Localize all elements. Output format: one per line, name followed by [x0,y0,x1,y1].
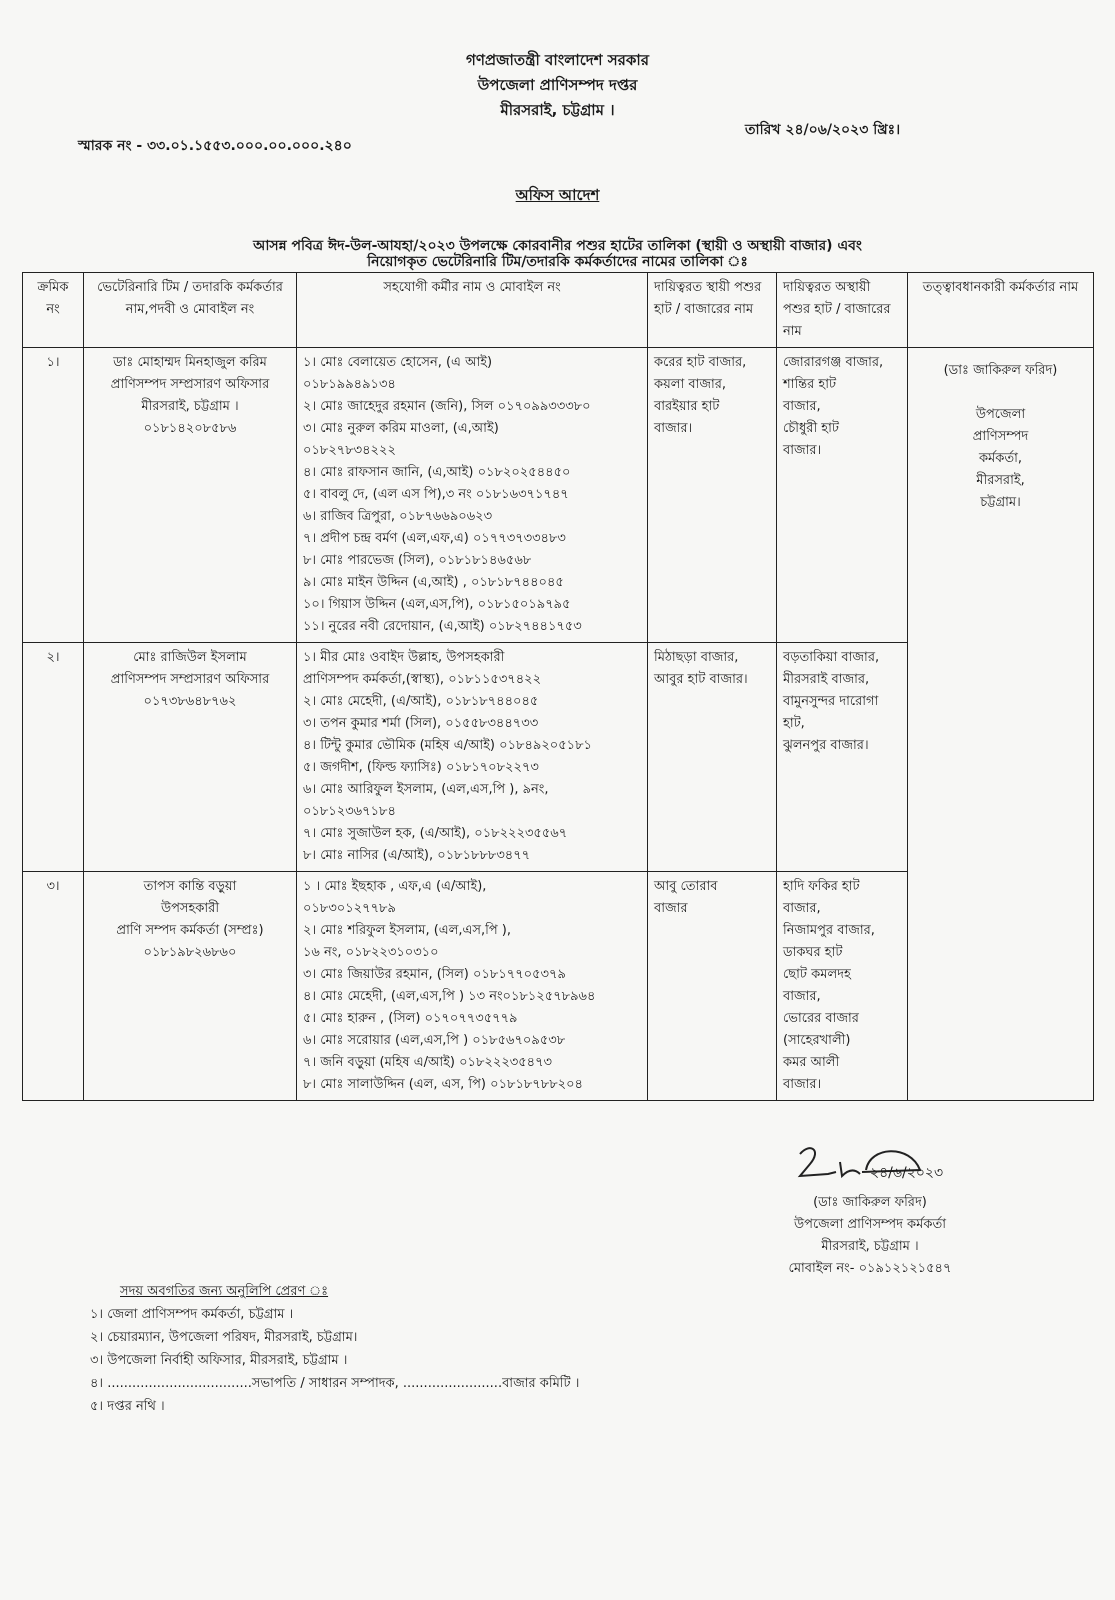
helper-line: ৩। তপন কুমার শর্মা (সিল), ০১৫৫৮৩৪৪৭৩৩ [303,716,539,731]
helper-line: ৮। মোঃ নাসির (এ/আই), ০১৮১৮৮৮৩৪৭৭ [303,848,531,863]
supervisor-line: উপজেলা [975,407,1026,422]
helper-line: ১। মোঃ বেলায়েত হোসেন, (এ আই) [303,355,493,370]
serial-cell: ২। [23,643,84,872]
officer-line: ০১৮১৪২০৮৫৮৬ [143,421,237,436]
market-line: জোরারগঞ্জ বাজার, [783,355,884,370]
col-serial: ক্রমিক নং [23,273,84,348]
helper-line: ০১৮১২৩৬৭১৮৪ [303,804,396,819]
copy-item: ১। জেলা প্রাণিসম্পদ কর্মকর্তা, চট্টগ্রাম । [90,1307,294,1322]
table-row [23,348,1094,643]
market-line: কমর আলী [783,1055,840,1070]
market-line: হাদি ফকির হাট [783,879,860,894]
market-line: ছোট কমলদহ [783,967,851,982]
serial-cell: ১। [23,348,84,643]
market-line: শান্তির হাট [783,377,837,392]
helpers-cell [297,872,648,1101]
copy-item: ২। চেয়ারম্যান, উপজেলা পরিষদ, মীরসরাই, চট্টগ্রাম। [90,1330,358,1345]
col-temporary-market: দায়িত্বরত অস্থায়ী পশুর হাট / বাজারের নাম [777,273,908,348]
market-line: চৌধুরী হাট [783,421,839,436]
market-line: কয়লা বাজার, [654,377,727,392]
supervisor-line: মীরসরাই, [976,473,1025,488]
helper-line: ২। মোঃ জাহেদুর রহমান (জনি), সিল ০১৭০৯৯৩৩৩৮০ [303,399,591,414]
memo-number: স্মারক নং - ৩৩.০১.১৫৫৩.০০০.০০.০০০.২৪০ [78,138,352,154]
signatory-designation: উপজেলা প্রাণিসম্পদ কর্মকর্তা [794,1217,946,1232]
temporary-market-cell [777,643,908,872]
helper-line: ৩। মোঃ জিয়াউর রহমান, (সিল) ০১৮১৭৭০৫৩৭৯ [303,967,566,982]
helper-line: ১১। নুরের নবী রেদোয়ান, (এ,আই) ০১৮২৭৪৪১৭৫৩ [303,619,582,634]
market-line: বাজার, [783,399,821,414]
helper-line: ২। মোঃ মেহেদী, (এ/আই), ০১৮১৮৭৪৪০৪৫ [303,694,539,709]
helper-line: ৫। জগদীশ, (ফিল্ড ফ্যাসিঃ) ০১৮১৭০৮২২৭৩ [303,760,539,775]
officer-line: প্রাণিসম্পদ সম্প্রসারণ অফিসার [110,377,270,392]
helper-line: ৬। রাজিব ত্রিপুরা, ০১৮৭৬৬৯০৬২৩ [303,509,493,524]
officer-cell [84,643,297,872]
temporary-market-cell [777,348,908,643]
col-officer: ভেটেরিনারি টিম / তদারকি কর্মকর্তার নাম,পদবী ও মোবাইল নং [84,273,297,348]
helper-line: ৭। মোঃ সুজাউল হক, (এ/আই), ০১৮২২২৩৫৫৬৭ [303,826,568,841]
supervisor-line: কর্মকর্তা, [978,451,1023,466]
officer-line: মীরসরাই, চট্টগ্রাম । [141,399,239,414]
table-header-row [23,273,1094,348]
col-supervisor: তত্ত্বাবধানকারী কর্মকর্তার নাম [908,273,1094,348]
helper-line: ৬। মোঃ আরিফুল ইসলাম, (এল,এস,পি ), ৯নং, [303,782,549,797]
office-location: মীরসরাই, চট্টগ্রাম । [500,101,615,119]
subject-line-1: আসন্ন পবিত্র ঈদ-উল-আযহা/২০২৩ উপলক্ষে কোরবানীর পশুর হাটের তালিকা (স্থায়ী ও অস্থায়ী বাজার) এবং [253,238,862,254]
signatory-mobile: মোবাইল নং- ০১৯১২১২১৫৪৭ [788,1261,952,1276]
market-line: বারইয়ার হাট [654,399,720,414]
market-line: আবু তোরাব [654,879,718,894]
officer-line: ০১৮১৯৮২৬৮৬০ [143,945,237,960]
copy-item: ৩। উপজেলা নির্বাহী অফিসার, মীরসরাই, চট্টগ্রাম । [90,1353,348,1368]
helper-line: ০১৮৩০১২৭৭৮৯ [303,901,396,916]
helper-line: ৫। মোঃ হারুন , (সিল) ০১৭০৭৭৩৫৭৭৯ [303,1011,518,1026]
helper-line: ১০। গিয়াস উদ্দিন (এল,এস,পি), ০১৮১৫০১৯৭৯৫ [303,597,571,612]
govt-name: গণপ্রজাতন্ত্রী বাংলাদেশ সরকার [466,51,649,69]
helper-line: ০১৮১৯৯৪৯১৩৪ [303,377,396,392]
helper-line: ৭। প্রদীপ চন্দ্র বর্মণ (এল,এফ,এ) ০১৭৭৩৭৩৩৪৮৩ [303,531,566,546]
helper-line: ১৬ নং, ০১৮২২৩১০৩১০ [303,945,439,960]
market-line: ডাকঘর হাট [783,945,843,960]
market-line: হাট, [783,716,805,731]
helper-line: ০১৮২৭৮৩৪২২২ [303,443,396,458]
signature-block [760,1140,980,1280]
helper-line: ৭। জনি বড়ুয়া (মহিষ এ/আই) ০১৮২২২৩৫৪৭৩ [303,1055,553,1070]
office-name: উপজেলা প্রাণিসম্পদ দপ্তর [477,76,638,94]
permanent-market-cell [648,348,777,643]
officer-line: ০১৭৩৮৬৪৮৭৬২ [143,694,237,709]
officer-line: মোঃ রাজিউল ইসলাম [133,650,247,665]
officer-line: তাপস কান্তি বড়ুয়া [143,879,237,894]
market-line: বাজার। [654,421,693,436]
copy-item: ৪। ...................................সভাপতি / সাধারন সম্পাদক, ........................বাজার কমিটি । [90,1376,580,1391]
helper-line: ১। মীর মোঃ ওবাইদ উল্লাহ, উপসহকারী [303,650,505,665]
market-line: বাজার। [783,1077,822,1092]
officer-line: ডাঃ মোহাম্মদ মিনহাজুল করিম [113,355,267,370]
supervisor-line: (ডাঃ জাকিরুল ফরিদ) [943,363,1058,378]
signatory-location: মীরসরাই, চট্টগ্রাম । [821,1239,919,1254]
market-assignment-table [22,272,1094,1101]
permanent-market-cell [648,872,777,1101]
signatory-name: (ডাঃ জাকিরুল ফরিদ) [813,1195,927,1210]
col-permanent-market: দায়িত্বরত স্থায়ী পশুর হাট / বাজারের নাম [648,273,777,348]
market-line: বাজার, [783,901,821,916]
helper-line: ৬। মোঃ সরোয়ার (এল,এস,পি ) ০১৮৫৬৭০৯৫৩৮ [303,1033,566,1048]
helpers-cell [297,348,648,643]
helper-line: ৩। মোঃ নুরুল করিম মাওলা, (এ,আই) [303,421,499,436]
market-line: নিজামপুর বাজার, [783,923,875,938]
memo-date: তারিখ ২৪/০৬/২০২৩ খ্রিঃ। [745,122,901,138]
officer-cell [84,872,297,1101]
helper-line: ১ । মোঃ ইছহাক , এফ,এ (এ/আই), [303,879,487,894]
officer-line: উপসহকারী [160,901,220,916]
document-title: অফিস আদেশ [515,186,600,204]
temporary-market-cell [777,872,908,1101]
market-line: আবুর হাট বাজার। [654,672,748,687]
officer-line: প্রাণিসম্পদ সম্প্রসারণ অফিসার [110,672,270,687]
market-line: (সাহেরখালী) [783,1033,851,1048]
officer-cell [84,348,297,643]
subject-line-2: নিয়োগকৃত ভেটেরিনারি টিম/তদারকি কর্মকর্তাদের নামের তালিকা ঃ [367,254,748,270]
copy-item: ৫। দপ্তর নথি । [90,1399,165,1414]
serial-cell: ৩। [23,872,84,1101]
supervisor-cell [908,348,1094,1101]
market-line: বাজার [654,901,688,916]
market-line: ভোরের বাজার [783,1011,859,1026]
permanent-market-cell [648,643,777,872]
helper-line: প্রাণিসম্পদ কর্মকর্তা,(স্বাস্থ্য), ০১৮১১৫৩৭৪২২ [303,672,542,687]
helper-line: ৮। মোঃ সালাউদ্দিন (এল, এস, পি) ০১৮১৮৭৮৮২০৪ [303,1077,583,1092]
helpers-cell [297,643,648,872]
supervisor-line: প্রাণিসম্পদ [972,429,1029,444]
officer-line: প্রাণি সম্পদ কর্মকর্তা (সম্প্রঃ) [116,923,264,938]
market-line: ঝুলনপুর বাজার। [783,738,869,753]
market-line: মীরসরাই বাজার, [783,672,870,687]
col-helpers: সহযোগী কর্মীর নাম ও মোবাইল নং [297,273,648,348]
market-line: করের হাট বাজার, [654,355,747,370]
supervisor-line [914,382,1087,404]
helper-line: ৪। টিন্টু কুমার ভৌমিক (মহিষ এ/আই) ০১৮৪৯২০৫১৮১ [303,738,592,753]
helper-line: ৫। বাবলু দে, (এল এস পি),৩ নং ০১৮১৬৩৭১৭৪৭ [303,487,569,502]
helper-line: ৮। মোঃ পারভেজ (সিল), ০১৮১৮১৪৬৫৬৮ [303,553,532,568]
copy-list [90,1280,579,1418]
market-line: বাজার। [783,443,822,458]
helper-line: ২। মোঃ শরিফুল ইসলাম, (এল,এস,পি ), [303,923,512,938]
helper-line: ৪। মোঃ মেহেদী, (এল,এস,পি ) ১৩ নং০১৮১২৫৭৮৯৬৪ [303,989,596,1004]
market-line: বাজার, [783,989,821,1004]
helper-line: ৪। মোঃ রাফসান জানি, (এ,আই) ০১৮২০২৫৪৪৫০ [303,465,571,480]
copy-heading: সদয় অবগতির জন্য অনুলিপি প্রেরণ ঃ [120,1284,329,1299]
helper-line: ৯। মোঃ মাইন উদ্দিন (এ,আই) , ০১৮১৮৭৪৪০৪৫ [303,575,564,590]
supervisor-line: চট্টগ্রাম। [980,495,1021,510]
market-line: বড়তাকিয়া বাজার, [783,650,880,665]
market-line: বামুনসুন্দর দারোগা [783,694,879,709]
market-line: মিঠাছড়া বাজার, [654,650,739,665]
table-body [23,348,1094,1101]
signature-date: ২৪/৬/২০২৩ [870,1165,944,1181]
